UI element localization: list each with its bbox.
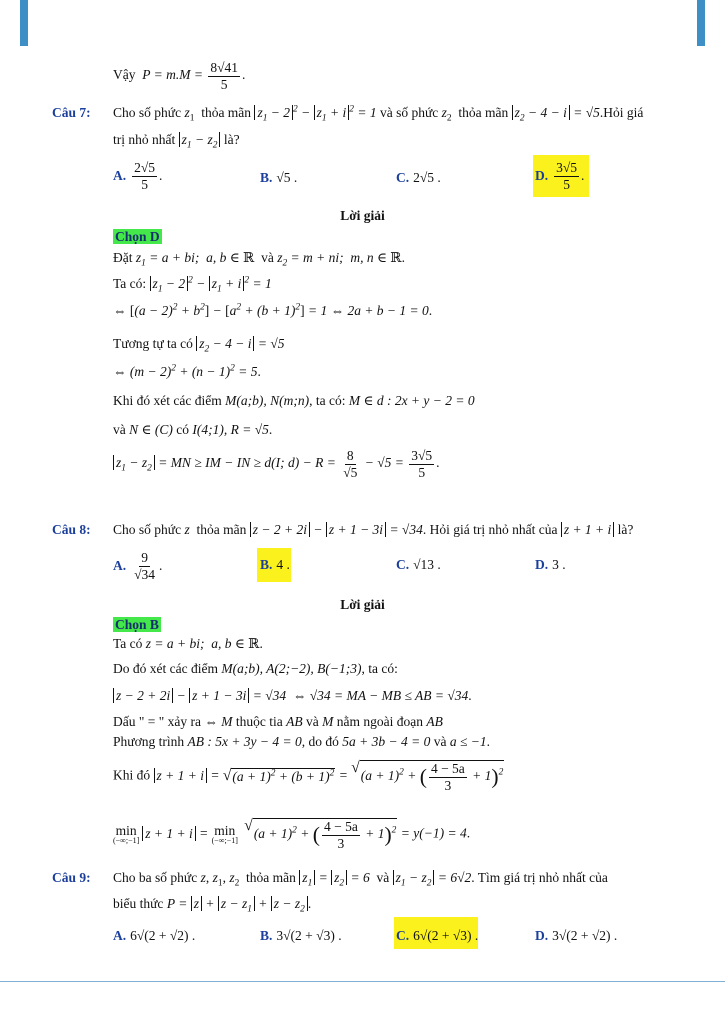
q6-fraction: $\frac{8√41}{5}$: [210, 60, 239, 92]
q7-option-c[interactable]: C. 2√5 .: [396, 170, 441, 185]
q7-sol-line2: Ta có: $z_1 - 2$ $^2 - z_1 + i$ $^2$ = 1: [113, 275, 272, 295]
q8-solution-heading: Lời giải: [340, 597, 385, 612]
page-edge-marker-left: [20, 0, 28, 46]
q8-label: Câu 8:: [52, 522, 91, 537]
q7-label: Câu 7:: [52, 105, 91, 120]
q7-solution-heading: Lời giải: [340, 208, 385, 223]
q6-conclusion: Vậy P = m.M = $\frac{8√41}{5}$ .: [113, 60, 246, 92]
q8-option-a[interactable]: A. $\frac{9}{√34}$ .: [113, 550, 163, 582]
q8-sol-line7: min (−∞;−1] z + 1 + i = min (−∞;−1] √ $(a + 1)^2$ + ( $\frac{4 - 5a}{3}$ + 1)$^2$ = y(−1) = 4.: [113, 817, 471, 851]
page-edge-marker-right: [697, 0, 705, 46]
q8-option-b[interactable]: B. 4 .: [260, 557, 290, 572]
q8-stem: Cho số phức z thỏa mãn z − 2 + 2i − z + 1 − 3i = √34. Hỏi giá trị nhỏ nhất của z + 1 + i là?: [113, 522, 634, 537]
q7-sol-line1: Đặt $z_1 = a$ + bi; a, b ∈ ℝ và $z_2 = m$ + ni; m, n ∈ ℝ.: [113, 250, 405, 269]
q8-sol-line6: Khi đó z + 1 + i = √ $(a + 1)^2 + (b + 1)^2$ = √ $(a + 1)^2$ + ( $\frac{4 - 5a}{3}$ + 1)$^2$: [113, 759, 504, 793]
q7-stem-line1: Cho số phức $z_1$ thỏa mãn $z_1 - 2$ $^2 - z_1 + i$ $^2$ = 1 và số phức $z_2$ thỏa mãn $z_2 - 4 - i$ = √5.Hỏi giá: [113, 104, 644, 124]
q8-sol-line5: Phương trình AB : 5x + 3y − 4 = 0, do đó 5a + 3b − 4 = 0 và a ≤ −1.: [113, 734, 491, 749]
q7-option-d[interactable]: D. $\frac{3√5}{5}$ .: [535, 160, 585, 192]
q9-label: Câu 9:: [52, 870, 91, 885]
q7-sol-line3: ⇔ $[(a - 2)^2 + b^2] - [a^2 + (b + 1)^2] = 1$ ⇔ 2a + b − 1 = 0.: [113, 302, 433, 318]
q9-option-b[interactable]: B. 3√(2 + √3) .: [260, 928, 342, 943]
q7-sol-line8: $z_1 - z_2$ = MN ≥ IM − IN ≥ d(I; d) − R = $\frac{8}{√5}$ − √5 = $\frac{3√5}{5}$ .: [113, 448, 440, 480]
q9-option-c[interactable]: C. 6√(2 + √3) .: [396, 928, 479, 943]
q7-sol-line5: ⇔ $(m - 2)^2 + (n - 1)^2 = 5$.: [113, 363, 261, 379]
q8-chon: Chọn B: [115, 617, 159, 632]
q9-stem-line1: Cho ba số phức z, $z_1$, $z_2$ thỏa mãn $z_1 = z_2 = 6$ và $z_1 - z_2 = 6√2$. Tìm giá trị nhỏ nhất của: [113, 870, 608, 889]
q7-option-a[interactable]: A. $\frac{2√5}{5}$ .: [113, 160, 163, 192]
q8-sol-line4: Dấu " = " xảy ra ⇔ M thuộc tia AB và M nằm ngoài đoạn AB: [113, 714, 443, 729]
q7-option-b[interactable]: B. √5 .: [260, 170, 298, 185]
q8-sol-line3: z − 2 + 2i − z + 1 − 3i = √34 ⇔ √34 = MA − MB ≤ AB = √34.: [113, 688, 472, 704]
q8-option-c[interactable]: C. √13 .: [396, 557, 441, 572]
q8-sol-line1: Ta có z = a + bi; a, b ∈ ℝ.: [113, 636, 263, 651]
q9-option-a[interactable]: A. 6√(2 + √2) .: [113, 928, 196, 943]
q7-sol-line4: Tương tự ta có $z_2 - 4 - i = √5$: [113, 336, 285, 355]
q7-sol-line6: Khi đó xét các điểm M(a;b), N(m;n), ta có: M ∈ d : 2x + y − 2 = 0: [113, 393, 475, 408]
q8-option-d[interactable]: D. 3 .: [535, 557, 566, 572]
q8-sol-line2: Do đó xét các điểm M(a;b), A(2;−2), B(−1;3), ta có:: [113, 661, 398, 676]
q7-sol-line7: và N ∈ (C) có I(4;1), R = √5.: [113, 422, 273, 437]
q9-stem-line2: biểu thức $P = z + z - z_1 + z - z_2$ .: [113, 896, 312, 915]
footer-divider: [0, 981, 725, 982]
q7-stem-line2: trị nhỏ nhất $z_1 - z_2$ là?: [113, 132, 240, 151]
q7-chon: Chọn D: [115, 229, 160, 244]
q9-option-d[interactable]: D. 3√(2 + √2) .: [535, 928, 618, 943]
